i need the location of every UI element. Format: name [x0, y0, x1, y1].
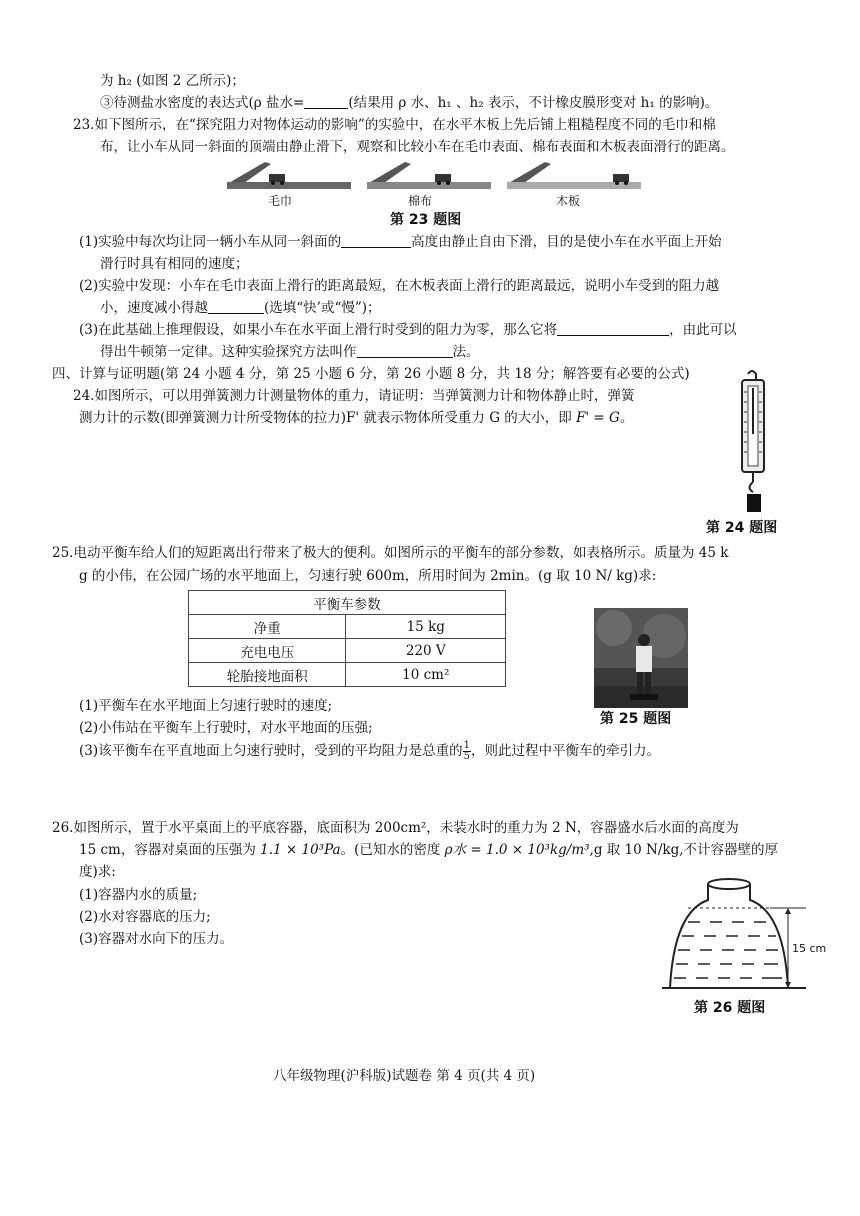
table-title: 平衡车参数	[189, 591, 506, 615]
answer-blank[interactable]	[557, 321, 669, 336]
q23-intro-2: 布，让小车从同一斜面的顶端由静止滑下，观察和比较小车在毛巾表面、棉布表面和木板表面滑行的距离。	[100, 139, 735, 155]
label-cotton: 棉布	[408, 194, 433, 208]
q24-line1: 24.如图所示，可以用弹簧测力计测量物体的重力，请证明：当弹簧测力计和物体静止时，弹簧	[73, 388, 635, 404]
q23-caption: 第 23 题图	[390, 212, 462, 228]
section-4-heading: 四、计算与证明题(第 24 小题 4 分，第 25 小题 6 分，第 26 小题 8 分，共 18 分；解答要有必要的公式)	[52, 366, 690, 382]
q26-line1: 26.如图所示，置于水平桌面上的平底容器，底面积为 200cm²，未装水时的重力为 2 N，容器盛水后水面的高度为	[52, 820, 739, 836]
q26-line2: 15 cm，容器对桌面的压强为 1.1 × 10³Pa。(已知水的密度 ρ水 = 1.0 × 10³kg/m³,g 取 10 N/kg,不计容器壁的厚	[79, 842, 779, 858]
fraction: $\frac{1}{5}$	[463, 740, 470, 762]
ramp-cotton	[367, 162, 491, 189]
spring-scale-figure	[728, 370, 776, 518]
q23-p1-a: (1)实验中每次均让同一辆小车从同一斜面的 高度由静止自由下滑，目的是使小车在水平面上开始	[79, 234, 722, 250]
q25-caption: 第 25 题图	[600, 711, 672, 727]
q24-caption: 第 24 题图	[706, 520, 778, 536]
answer-blank[interactable]	[357, 343, 453, 358]
q23-p2-b: 小，速度减小得越 (选填“快’或“慢”)；	[100, 300, 381, 316]
balance-car-params-table	[188, 590, 506, 687]
height-label: 15 cm	[792, 942, 827, 955]
q26-line3: 度)求:	[79, 864, 116, 880]
q25-line1: 25.电动平衡车给人们的短距离出行带来了极大的便利。如图所示的平衡车的部分参数，如表格所示。质量为 45 k	[52, 545, 729, 561]
q23-p3-b: 得出牛顿第一定律。这种实验探究方法叫作 法。	[100, 344, 480, 360]
table-row: 净重 15 kg	[189, 615, 506, 639]
answer-blank[interactable]	[341, 233, 411, 248]
label-towel: 毛巾	[268, 194, 293, 208]
q26-p1: (1)容器内水的质量;	[79, 887, 198, 903]
ramp-towel	[227, 162, 351, 189]
answer-blank[interactable]	[304, 94, 348, 109]
q25-p1: (1)平衡车在水平地面上匀速行驶时的速度;	[79, 698, 333, 714]
q26-caption: 第 26 题图	[694, 1000, 766, 1016]
q25-p2: (2)小伟站在平衡车上行驶时，对水平地面的压强;	[79, 720, 373, 736]
ramp-board	[507, 162, 641, 189]
q23-intro-1: 23.如下图所示，在“探究阻力对物体运动的影响”的实验中，在水平木板上先后铺上粗糙程度不同的毛巾和棉	[73, 117, 716, 133]
page-footer: 八年级物理(沪科版)试题卷 第 4 页(共 4 页)	[273, 1068, 536, 1084]
q25-line2: g 的小伟，在公园广场的水平地面上，匀速行驶 600m，所用时间为 2min。(g 取 10 N/ kg)求:	[79, 568, 657, 584]
q23-p1-b: 滑行时具有相同的速度；	[100, 256, 249, 272]
label-board: 木板	[556, 194, 581, 208]
balance-car-photo	[594, 608, 688, 708]
q22-line1: 为 h₂ (如图 2 乙所示)；	[100, 73, 245, 89]
q25-p3: (3)该平衡车在平直地面上匀速行驶时，受到的平均阻力是总重的 $\frac{1}{5}$ ，则此过程中平衡车的牵引力。	[79, 740, 660, 762]
q24-line2: 测力计的示数(即弹簧测力计所受物体的拉力)F' 就表示物体所受重力 G 的大小，即 F' = G。	[79, 410, 634, 426]
table-row: 充电电压 220 V	[189, 639, 506, 663]
container-figure	[660, 870, 810, 996]
table-row: 轮胎接地面积 10 cm²	[189, 663, 506, 687]
q23-p2-a: (2)实验中发现：小车在毛巾表面上滑行的距离最短，在木板表面上滑行的距离最远，说明小车受到的阻力越	[79, 278, 720, 294]
answer-blank[interactable]	[208, 299, 264, 314]
q23-p3-a: (3)在此基础上推理假设，如果小车在水平面上滑行时受到的阻力为零，那么它将 ，由此可以	[79, 322, 737, 338]
q22-line2: ③待测盐水密度的表达式(ρ 盐水= (结果用 ρ 水、h₁ 、h₂ 表示，不计橡皮膜形变对 h₁ 的影响)。	[100, 95, 719, 111]
q26-p3: (3)容器对水向下的压力。	[79, 931, 234, 947]
q26-p2: (2)水对容器底的压力;	[79, 909, 211, 925]
